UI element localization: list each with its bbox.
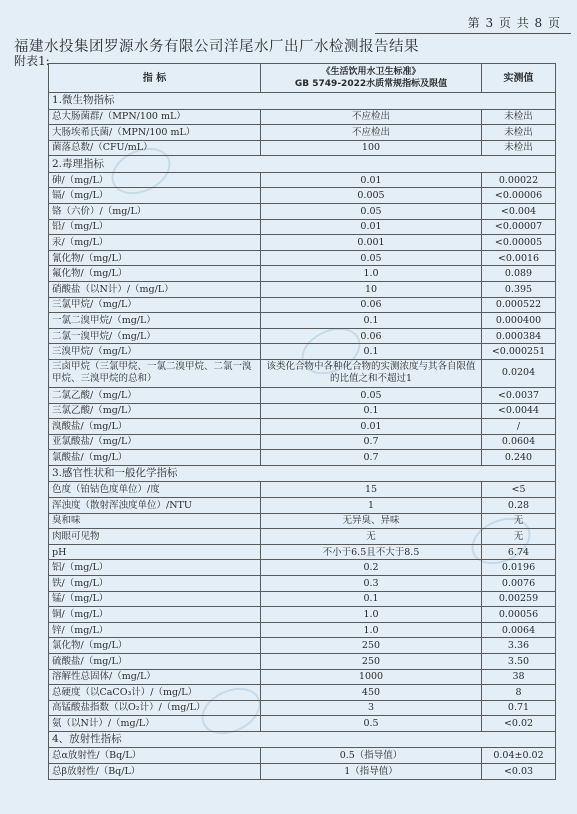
result-cell: 0.395 (482, 281, 556, 297)
indicator-cell: 三氯甲烷/（mg/L） (49, 297, 261, 313)
table-row (49, 359, 556, 387)
table-header-row (49, 64, 556, 93)
indicator-cell: 高锰酸盐指数（以O₂计）/（mg/L） (49, 700, 261, 716)
indicator-cell: 菌落总数/（CFU/mL） (49, 140, 261, 156)
table-row (49, 344, 556, 360)
indicator-cell: 砷/（mg/L） (49, 172, 261, 188)
limit-cell: 1.0 (261, 622, 482, 638)
indicator-cell: 二氯乙酸/（mg/L） (49, 387, 261, 403)
table-row (49, 250, 556, 266)
result-cell: <0.00005 (482, 235, 556, 251)
table-row (49, 403, 556, 419)
limit-cell: 0.05 (261, 203, 482, 219)
indicator-cell: 锰/（mg/L） (49, 591, 261, 607)
section-row (49, 465, 556, 482)
table-row (49, 716, 556, 732)
indicator-cell: 三溴甲烷/（mg/L） (49, 344, 261, 360)
limit-cell: 0.1 (261, 313, 482, 329)
table-row (49, 419, 556, 435)
limit-cell: 0.06 (261, 328, 482, 344)
indicator-cell: 总β放射性/（Bq/L） (49, 763, 261, 779)
result-cell: <0.03 (482, 763, 556, 779)
limit-cell: 100 (261, 140, 482, 156)
result-cell: 0.0204 (482, 359, 556, 387)
indicator-cell: 硫酸盐/（mg/L） (49, 653, 261, 669)
limit-cell: 0.05 (261, 250, 482, 266)
limit-cell: 0.1 (261, 344, 482, 360)
standard-header (261, 64, 482, 93)
table-row (49, 763, 556, 779)
indicator-cell: 汞/（mg/L） (49, 235, 261, 251)
result-cell: <0.0037 (482, 387, 556, 403)
result-cell: 未检出 (482, 140, 556, 156)
table-row (49, 482, 556, 498)
limit-cell: 10 (261, 281, 482, 297)
indicator-cell: 铝/（mg/L） (49, 560, 261, 576)
limit-cell: 0.7 (261, 450, 482, 466)
result-cell: 0.00056 (482, 607, 556, 623)
table-row (49, 607, 556, 623)
table-row (49, 188, 556, 204)
result-cell: <0.0044 (482, 403, 556, 419)
indicator-cell: 溶解性总固体/（mg/L） (49, 669, 261, 685)
result-cell: 0.0064 (482, 622, 556, 638)
limit-cell: 无异臭、异味 (261, 513, 482, 529)
indicator-cell: 铜/（mg/L） (49, 607, 261, 623)
indicator-cell: 铁/（mg/L） (49, 575, 261, 591)
indicator-cell: 一氯二溴甲烷/（mg/L） (49, 313, 261, 329)
limit-cell: 0.7 (261, 434, 482, 450)
indicator-cell: 镉/（mg/L） (49, 188, 261, 204)
table-row (49, 748, 556, 764)
result-cell: 无 (482, 529, 556, 545)
result-cell: 0.0196 (482, 560, 556, 576)
result-cell: <0.0016 (482, 250, 556, 266)
report-title: 福建水投集团罗源水务有限公司洋尾水厂出厂水检测报告结果 (14, 39, 419, 55)
result-header: 实测值 (482, 64, 556, 93)
result-cell: 未检出 (482, 125, 556, 141)
standard-header-line2: GB 5749-2022水质常规指标及限值 (294, 79, 448, 89)
table-row (49, 700, 556, 716)
table-row (49, 591, 556, 607)
indicator-header: 指 标 (49, 64, 261, 93)
section-title: 4、放射性指标 (49, 731, 556, 748)
indicator-cell: 总大肠菌群/（MPN/100 mL） (49, 109, 261, 125)
table-row (49, 387, 556, 403)
page-number: 第 3 页 共 8 页 (467, 16, 561, 30)
indicator-cell: 大肠埃希氏菌/（MPN/100 mL） (49, 125, 261, 141)
table-row (49, 203, 556, 219)
result-cell: 0.28 (482, 497, 556, 513)
indicator-cell: 氯酸盐/（mg/L） (49, 450, 261, 466)
limit-cell: 0.3 (261, 575, 482, 591)
limit-cell: 250 (261, 638, 482, 654)
indicator-cell: 总硬度（以CaCO₃计）/（mg/L） (49, 685, 261, 701)
result-cell: <0.00007 (482, 219, 556, 235)
limit-cell: 0.01 (261, 219, 482, 235)
indicator-cell: 溴酸盐/（mg/L） (49, 419, 261, 435)
result-cell: 3.36 (482, 638, 556, 654)
result-cell: 0.04±0.02 (482, 748, 556, 764)
limit-cell: 无 (261, 529, 482, 545)
result-cell: <0.02 (482, 716, 556, 732)
table-row (49, 622, 556, 638)
result-cell: 0.000522 (482, 297, 556, 313)
result-cell: <5 (482, 482, 556, 498)
table-row (49, 669, 556, 685)
table-row (49, 109, 556, 125)
table-row (49, 219, 556, 235)
table-row (49, 140, 556, 156)
limit-cell: 1（指导值） (261, 763, 482, 779)
attachment-label: 附表1: (14, 54, 50, 68)
result-cell: <0.000251 (482, 344, 556, 360)
limit-cell: 不应检出 (261, 109, 482, 125)
indicator-cell: 铬（六价）/（mg/L） (49, 203, 261, 219)
table-row (49, 328, 556, 344)
table-row (49, 297, 556, 313)
indicator-cell: 浑浊度（散射浑浊度单位）/NTU (49, 497, 261, 513)
limit-cell: 450 (261, 685, 482, 701)
limit-cell: 15 (261, 482, 482, 498)
section-title: 2.毒理指标 (49, 156, 556, 173)
result-cell: 0.00259 (482, 591, 556, 607)
section-row (49, 156, 556, 173)
section-title: 1.微生物指标 (49, 93, 556, 110)
table-row (49, 235, 556, 251)
table-row (49, 638, 556, 654)
result-cell: 0.240 (482, 450, 556, 466)
table-row (49, 529, 556, 545)
result-cell: 0.00022 (482, 172, 556, 188)
limit-cell: 0.5（指导值） (261, 748, 482, 764)
indicator-cell: 氨（以N计）/（mg/L） (49, 716, 261, 732)
indicator-cell: 臭和味 (49, 513, 261, 529)
table-row (49, 544, 556, 560)
result-cell: <0.00006 (482, 188, 556, 204)
indicator-cell: 铅/（mg/L） (49, 219, 261, 235)
table-row (49, 497, 556, 513)
page-header (375, 0, 571, 34)
limit-cell: 1.0 (261, 266, 482, 282)
limit-cell: 0.1 (261, 403, 482, 419)
result-cell: 0.71 (482, 700, 556, 716)
result-cell: 3.50 (482, 653, 556, 669)
indicator-cell: 氰化物/（mg/L） (49, 250, 261, 266)
limit-cell: 250 (261, 653, 482, 669)
indicator-cell: 色度（铂钴色度单位）/度 (49, 482, 261, 498)
limit-cell: 0.5 (261, 716, 482, 732)
table-row (49, 266, 556, 282)
limit-cell: 不小于6.5且不大于8.5 (261, 544, 482, 560)
table-row (49, 513, 556, 529)
result-cell: 0.000384 (482, 328, 556, 344)
indicator-cell: pH (49, 544, 261, 560)
result-cell: 6.74 (482, 544, 556, 560)
indicator-cell: 二氯一溴甲烷/（mg/L） (49, 328, 261, 344)
table-row (49, 685, 556, 701)
indicator-cell: 氯化物/（mg/L） (49, 638, 261, 654)
table-row (49, 313, 556, 329)
limit-cell: 不应检出 (261, 125, 482, 141)
limit-cell: 0.05 (261, 387, 482, 403)
result-cell: 0.0076 (482, 575, 556, 591)
indicator-cell: 氟化物/（mg/L） (49, 266, 261, 282)
indicator-cell: 总α放射性/（Bq/L） (49, 748, 261, 764)
section-row (49, 731, 556, 748)
limit-cell: 3 (261, 700, 482, 716)
result-cell: 0.000400 (482, 313, 556, 329)
limit-cell: 0.01 (261, 419, 482, 435)
table-row (49, 434, 556, 450)
table-row (49, 560, 556, 576)
limit-cell: 1000 (261, 669, 482, 685)
result-cell: 0.089 (482, 266, 556, 282)
limit-cell: 0.005 (261, 188, 482, 204)
limit-cell: 0.2 (261, 560, 482, 576)
table-row (49, 653, 556, 669)
table-row (49, 172, 556, 188)
limit-cell: 该类化合物中各种化合物的实测浓度与其各自限值的比值之和不超过1 (261, 359, 482, 387)
result-cell: 未检出 (482, 109, 556, 125)
result-cell: 无 (482, 513, 556, 529)
result-cell: <0.004 (482, 203, 556, 219)
table-row (49, 575, 556, 591)
result-cell: 38 (482, 669, 556, 685)
indicator-cell: 锌/（mg/L） (49, 622, 261, 638)
indicator-cell: 亚氯酸盐/（mg/L） (49, 434, 261, 450)
limit-cell: 1.0 (261, 607, 482, 623)
standard-header-line1: 《生活饮用水卫生标准》 (321, 67, 421, 77)
table-row (49, 281, 556, 297)
limit-cell: 1 (261, 497, 482, 513)
indicator-cell: 三氯乙酸/（mg/L） (49, 403, 261, 419)
indicator-cell: 三卤甲烷（三氯甲烷、一氯二溴甲烷、二氯一溴甲烷、三溴甲烷的总和） (49, 359, 261, 387)
section-row (49, 93, 556, 110)
table-row (49, 450, 556, 466)
limit-cell: 0.1 (261, 591, 482, 607)
section-title: 3.感官性状和一般化学指标 (49, 465, 556, 482)
result-cell: 0.0604 (482, 434, 556, 450)
table-row (49, 125, 556, 141)
limit-cell: 0.01 (261, 172, 482, 188)
limit-cell: 0.06 (261, 297, 482, 313)
limit-cell: 0.001 (261, 235, 482, 251)
results-table (48, 63, 556, 780)
indicator-cell: 硝酸盐（以N计）/（mg/L） (49, 281, 261, 297)
indicator-cell: 肉眼可见物 (49, 529, 261, 545)
result-cell: / (482, 419, 556, 435)
result-cell: 8 (482, 685, 556, 701)
